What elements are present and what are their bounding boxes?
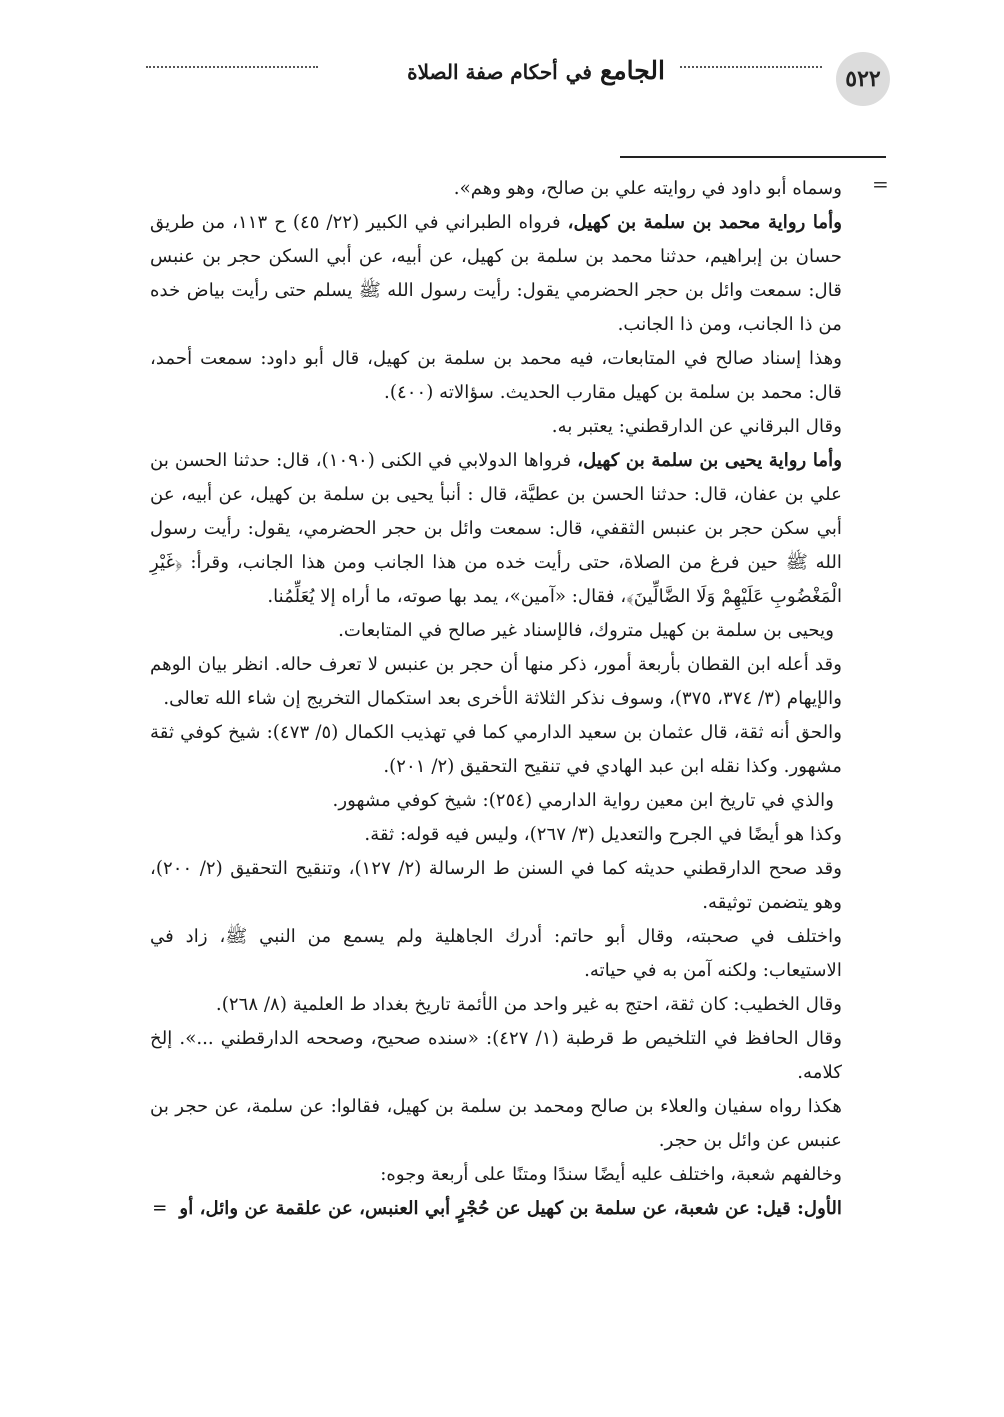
book-title bbox=[407, 56, 665, 85]
footnote-paragraph bbox=[150, 1158, 842, 1192]
footnote-separator-rule bbox=[620, 156, 886, 158]
footnote-paragraph bbox=[150, 852, 842, 920]
footnote-paragraph bbox=[150, 920, 842, 988]
paragraph-text: وكذا هو أيضًا في الجرح والتعديل (٣/ ٢٦٧)، وليس فيه قوله: ثقة. bbox=[364, 824, 842, 845]
paragraph-text: وهذا إسناد صالح في المتابعات، فيه محمد بن سلمة بن كهيل، قال أبو داود: سمعت أحمد، قال: محمد بن سلمة بن كهيل مقارب الحديث. سؤالاته (٤٠٠). bbox=[150, 348, 842, 403]
book-title-preposition: في bbox=[565, 60, 592, 84]
continuation-mark-top: = bbox=[872, 172, 889, 196]
paragraph-text: وقال البرقاني عن الدارقطني: يعتبر به. bbox=[551, 416, 842, 437]
continuation-mark-bottom: = bbox=[152, 1198, 168, 1219]
paragraph-text: فرواها الدولابي في الكنى (١٠٩٠)، قال: حدثنا الحسن بن علي بن عفان، قال: حدثنا الحسن بن عطيَّة، قال : أنبأ يحيى بن سلمة بن كهيل، عن أبيه، عن أبي سكن حجر بن عنبس الثقفي، قال: سمعت وائل بن حجر الحضرمي، يقول: رأيت رسول الله ﷺ حين فرغ من الصلاة، حتى رأيت خده من هذا الجانب ومن هذا الجانب، وقرأ: ﴿غَيْرِ الْمَغْضُوبِ عَلَيْهِمْ وَلَا الضَّالِّينَ﴾، فقال: «آمين»، يمد بها صوته، ما أراه إلا يُعَلِّمُنا. bbox=[150, 450, 842, 607]
paragraph-text: وقد أعله ابن القطان بأربعة أمور، ذكر منها أن حجر بن عنبس لا تعرف حاله. انظر بيان الوهم والإيهام (٣/ ٣٧٤، ٣٧٥)، وسوف نذكر الثلاثة الأخرى بعد استكمال التخريج إن شاء الله تعالى. bbox=[150, 654, 842, 709]
page-number: ٥٢٢ bbox=[836, 52, 890, 106]
paragraph-text: وسماه أبو داود في روايته علي بن صالح، وهو وهم». bbox=[453, 178, 842, 199]
footnote-paragraph bbox=[150, 784, 842, 818]
header-dots-right bbox=[680, 66, 822, 68]
header-dots-left bbox=[146, 66, 318, 68]
running-header bbox=[140, 40, 890, 100]
paragraph-text: وقال الحافظ في التلخيص ط قرطبة (١/ ٤٢٧): «سنده صحيح، وصححه الدارقطني ...». إلخ كلامه. bbox=[150, 1028, 842, 1083]
paragraph-text: وقال الخطيب: كان ثقة، احتج به غير واحد من الأئمة تاريخ بغداد ط العلمية (٨/ ٢٦٨). bbox=[215, 994, 842, 1015]
paragraph-lead: وأما رواية محمد بن سلمة بن كهيل، bbox=[567, 212, 842, 233]
footnote-paragraph bbox=[150, 342, 842, 410]
footnote-paragraph bbox=[150, 818, 842, 852]
paragraph-text: ويحيى بن سلمة بن كهيل متروك، فالإسناد غير صالح في المتابعات. bbox=[338, 620, 834, 641]
book-title-rest: أحكام صفة الصلاة bbox=[407, 60, 558, 84]
footnote-paragraph bbox=[150, 716, 842, 784]
paragraph-text: فرواه الطبراني في الكبير (٢٢/ ٤٥) ح ١١٣، من طريق حسان بن إبراهيم، حدثنا محمد بن سلمة بن كهيل، عن أبيه، عن أبي السكن حجر بن عنبس قال: سمعت وائل بن حجر الحضرمي يقول: رأيت رسول الله ﷺ يسلم حتى رأيت بياض خده من ذا الجانب، ومن ذا الجانب. bbox=[150, 212, 842, 335]
paragraph-text: هكذا رواه سفيان والعلاء بن صالح ومحمد بن سلمة بن كهيل، فقالوا: عن سلمة، عن حجر بن عنبس عن وائل بن حجر. bbox=[150, 1096, 842, 1151]
footnote-paragraph bbox=[150, 410, 842, 444]
paragraph-text: والذي في تاريخ ابن معين رواية الدارمي (٢٥٤): شيخ كوفي مشهور. bbox=[332, 790, 834, 811]
paragraph-text: والحق أنه ثقة، قال عثمان بن سعيد الدارمي كما في تهذيب الكمال (٥/ ٤٧٣): شيخ كوفي ثقة مشهور. وكذا نقله ابن عبد الهادي في تنقيح التحقيق (٢/ ٢٠١). bbox=[150, 722, 842, 777]
footnote-paragraph bbox=[150, 444, 842, 614]
footnote-paragraph bbox=[150, 206, 842, 342]
footnote-paragraph bbox=[150, 1022, 842, 1090]
paragraph-text: واختلف في صحبته، وقال أبو حاتم: أدرك الجاهلية ولم يسمع من النبي ﷺ، زاد في الاستيعاب: ولكنه آمن به في حياته. bbox=[150, 926, 842, 981]
footnote-paragraph bbox=[150, 1090, 842, 1158]
footnote-paragraph bbox=[150, 614, 842, 648]
paragraph-text: وخالفهم شعبة، واختلف عليه أيضًا سندًا ومتنًا على أربعة وجوه: bbox=[380, 1164, 842, 1185]
footnote-paragraph bbox=[150, 172, 842, 206]
paragraph-text: وقد صحح الدارقطني حديثه كما في السنن ط الرسالة (٢/ ١٢٧)، وتنقيح التحقيق (٢/ ٢٠٠)، وهو يتضمن توثيقه. bbox=[150, 858, 842, 913]
footnote-body bbox=[150, 172, 842, 1226]
footnote-paragraph bbox=[150, 1192, 842, 1226]
paragraph-lead: الأول: قيل: عن شعبة، عن سلمة بن كهيل عن حُجْرٍ أبي العنبس، عن علقمة عن وائل، أو bbox=[179, 1198, 842, 1219]
paragraph-lead: وأما رواية يحيى بن سلمة بن كهيل، bbox=[577, 450, 842, 471]
footnote-paragraph bbox=[150, 988, 842, 1022]
book-title-main: الجامع bbox=[599, 56, 665, 85]
footnote-paragraph bbox=[150, 648, 842, 716]
